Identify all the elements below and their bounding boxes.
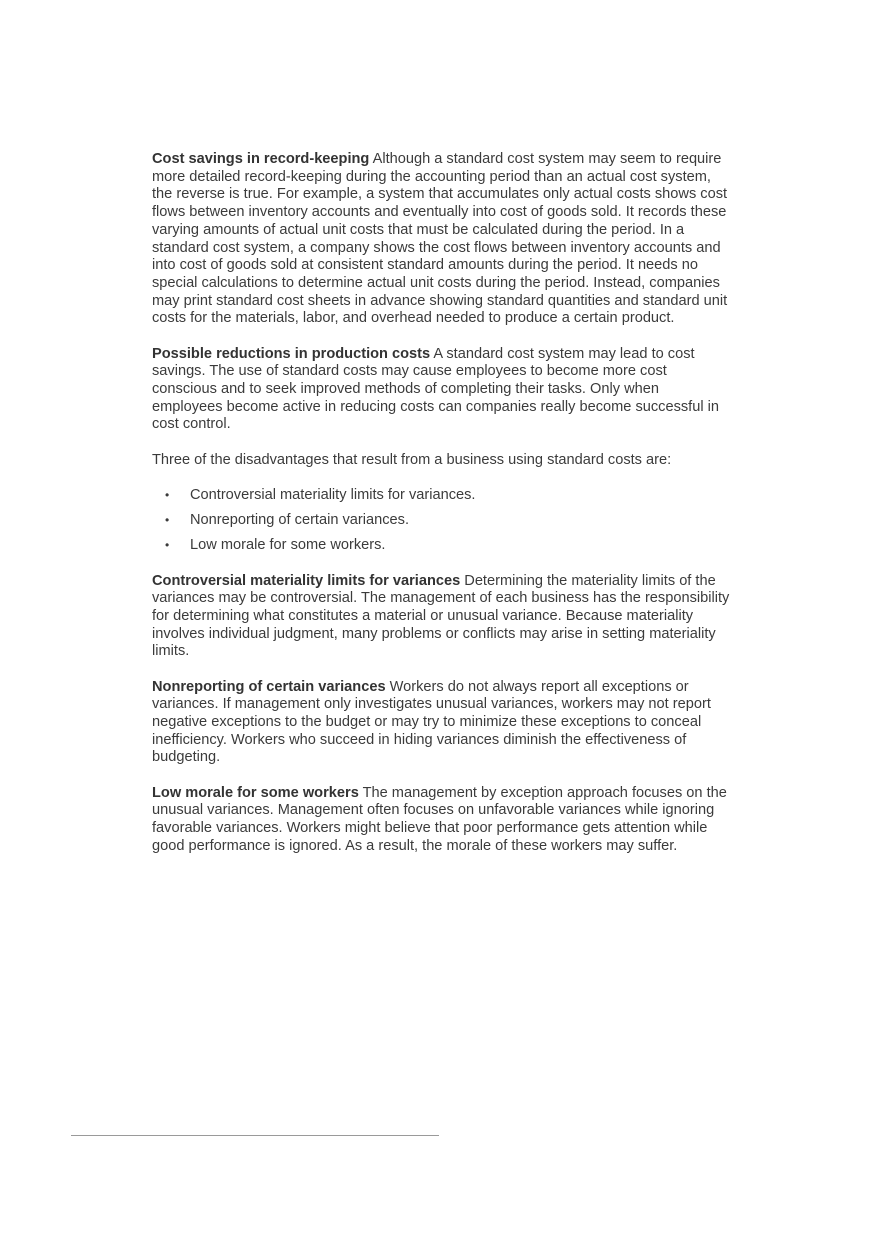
list-item [152,512,732,530]
bullet-icon: • [165,513,170,528]
body-record-keeping: Although a standard cost system may seem to require more detailed record-keeping during the accounting period than an actual cost system, the reverse is true. For example, a system that accumulates only actual costs shows cost flows between inventory accounts and eventually into cost of goods sold. It records these varying amounts of actual unit costs that must be calculated during the period. In a standard cost system, a company shows the cost flows between inventory accounts and into cost of goods sold at consistent standard amounts during the period. It needs no special calculations to determine actual unit costs during the period. Instead, companies may print standard cost sheets in advance showing standard quantities and standard unit costs for the materials, labor, and overhead needed to produce a certain product. [152,151,728,327]
list-item-text: Nonreporting of certain variances. [190,512,410,529]
bullet-icon: • [165,538,170,553]
list-item-text: Low morale for some workers. [190,537,386,554]
body-production-costs: A standard cost system may lead to cost savings. The use of standard costs may cause employees to become more cost conscious and to seek improved methods of completing their tasks. Only when employees become active in reducing costs can companies really become successful in cost control. [152,345,720,433]
list-item-text: Controversial materiality limits for variances. [190,487,476,504]
body-low-morale: The management by exception approach focuses on the unusual variances. Management often focuses on unfavorable variances while ignoring favorable variances. Workers might believe that poor performance gets attention while good performance is ignored. As a result, the morale of these workers may suffer. [152,784,727,854]
footnote-divider [71,1135,439,1136]
bullet-icon: • [165,488,170,503]
heading-production-costs: Possible reductions in production costs [152,345,431,362]
paragraph-record-keeping [152,151,732,328]
document-body [152,151,732,873]
heading-materiality: Controversial materiality limits for variances [152,572,461,589]
body-materiality: Determining the materiality limits of the variances may be controversial. The management of each business has the responsibility for determining what constitutes a material or unusual variance. Because materiality involves individual judgment, many problems or conflicts may arise in setting materiality limits. [152,572,730,660]
paragraph-production-costs [152,346,732,435]
heading-low-morale: Low morale for some workers [152,784,359,801]
paragraph-disadvantages-intro: Three of the disadvantages that result from a business using standard costs are: [152,451,672,468]
paragraph-low-morale [152,785,732,856]
heading-record-keeping: Cost savings in record-keeping [152,151,370,167]
paragraph-materiality [152,573,732,662]
list-item [152,487,732,505]
disadvantages-list [152,487,732,555]
list-item [152,537,732,555]
heading-nonreporting: Nonreporting of certain variances [152,678,386,695]
paragraph-nonreporting [152,679,732,768]
body-nonreporting: Workers do not always report all exceptions or variances. If management only investigates unusual variances, workers may not report negative exceptions to the budget or may try to minimize these exceptions to conceal inefficiency. Workers who succeed in hiding variances diminish the effectiveness of budgeting. [152,678,711,766]
